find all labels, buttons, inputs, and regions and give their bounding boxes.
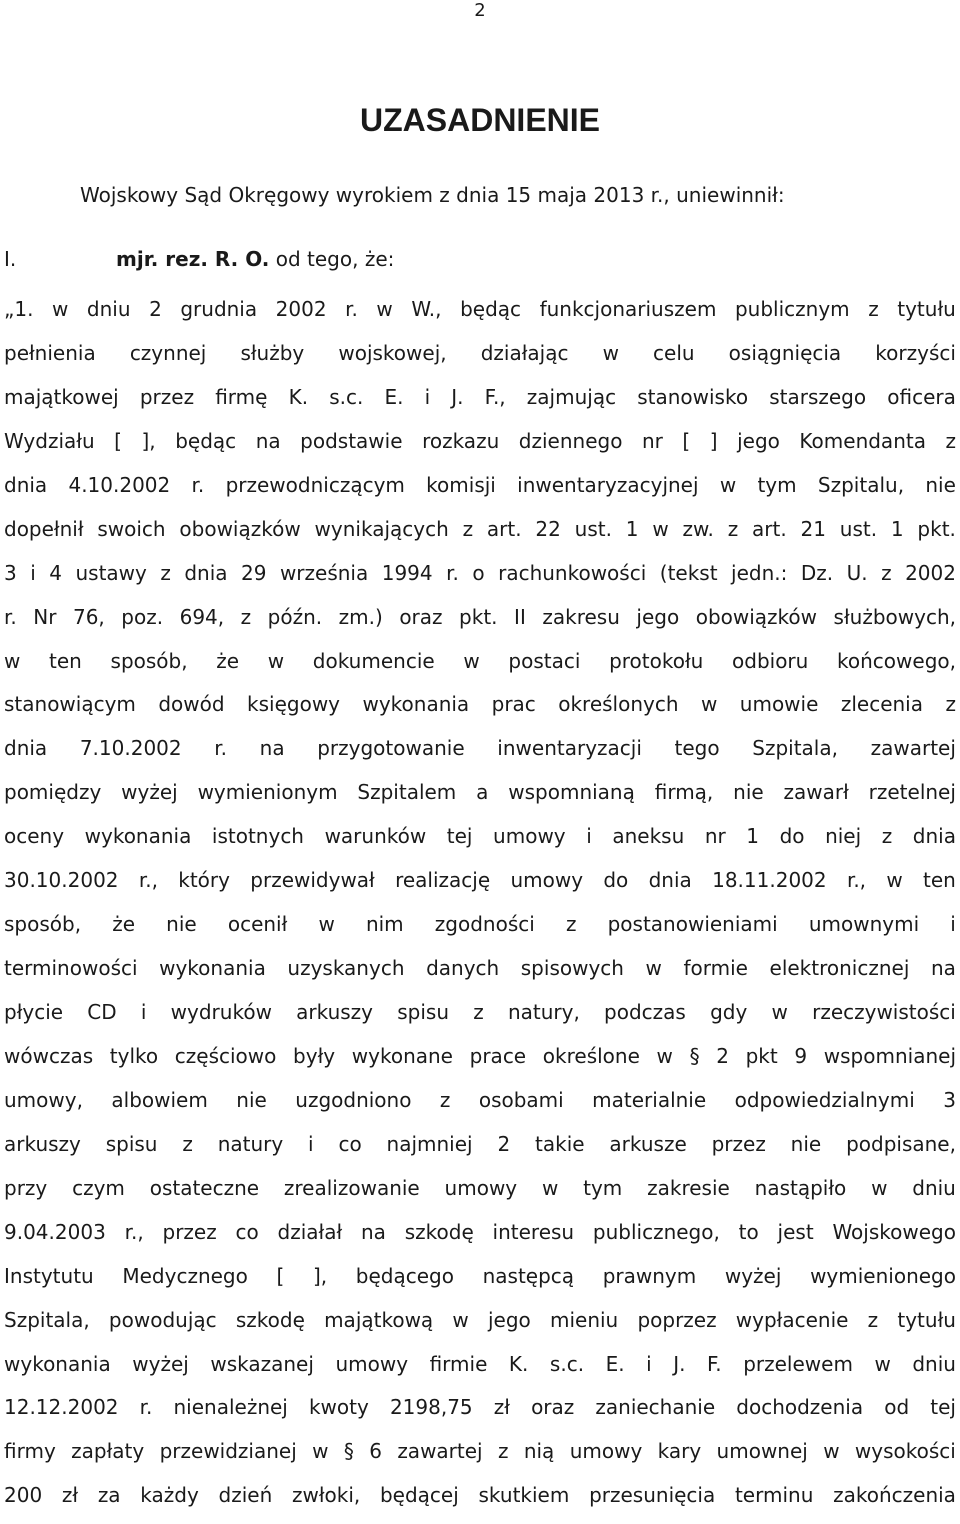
body-line: 9.04.2003 r., przez co działał na szkodę interesu publicznego, to jest Wojskowego (4, 1219, 956, 1244)
body-line: Szpitala, powodując szkodę majątkową w jego mieniu poprzez wypłacenie z tytułu (4, 1307, 956, 1332)
accused-name: mjr. rez. R. O. (116, 247, 270, 271)
body-line: wykonania wyżej wskazanej umowy firmie K. s.c. E. i J. F. przelewem w dniu (4, 1351, 956, 1376)
body-line: sposób, że nie ocenił w nim zgodności z postanowieniami umownymi i (4, 912, 956, 937)
body-line: Wydziału [ ], będąc na podstawie rozkazu dziennego nr [ ] jego Komendanta z (4, 428, 956, 453)
body-line: wówczas tylko częściowo były wykonane prace określone w § 2 pkt 9 wspomnianej (4, 1043, 956, 1068)
body-line: w ten sposób, że w dokumencie w postaci protokołu odbioru końcowego, (4, 648, 956, 673)
accused-line (4, 244, 394, 274)
body-line: umowy, albowiem nie uzgodniono z osobami materialnie odpowiedzialnymi 3 (4, 1087, 956, 1112)
document-title: UZASADNIENIE (359, 102, 600, 138)
accused-rest: od tego, że: (269, 247, 395, 271)
body-line: dnia 7.10.2002 r. na przygotowanie inwentaryzacji tego Szpitala, zawartej (4, 736, 956, 761)
body-line: „1. w dniu 2 grudnia 2002 r. w W., będąc funkcjonariuszem publicznym z tytułu (4, 297, 956, 321)
body-line: Instytutu Medycznego [ ], będącego następcą prawnym wyżej wymienionego (4, 1263, 956, 1288)
page-number: 2 (474, 0, 486, 21)
body-line: 30.10.2002 r., który przewidywał realizację umowy do dnia 18.11.2002 r., w ten (4, 868, 956, 893)
body-line: dopełnił swoich obowiązków wynikających z art. 22 ust. 1 w zw. z art. 21 ust. 1 pkt. (4, 516, 956, 541)
accused-numeral: I. (4, 247, 17, 271)
body-line: oceny wykonania istotnych warunków tej umowy i aneksu nr 1 do niej z dnia (4, 824, 956, 849)
body-line: pełnienia czynnej służby wojskowej, działając w celu osiągnięcia korzyści (4, 340, 956, 365)
intro-paragraph: Wojskowy Sąd Okręgowy wyrokiem z dnia 15 maja 2013 r., uniewinnił: (80, 183, 785, 207)
body-line: pomiędzy wyżej wymienionym Szpitalem a wspomnianą firmą, nie zawarł rzetelnej (4, 780, 956, 805)
body-line: 3 i 4 ustawy z dnia 29 września 1994 r. o rachunkowości (tekst jedn.: Dz. U. z 2002 (4, 560, 956, 585)
body-line: płycie CD i wydruków arkuszy spisu z natury, podczas gdy w rzeczywistości (4, 1000, 956, 1024)
body-line: stanowiącym dowód księgowy wykonania prac określonych w umowie zlecenia z (4, 692, 956, 717)
body-line: terminowości wykonania uzyskanych danych spisowych w formie elektronicznej na (4, 956, 956, 981)
body-line: dnia 4.10.2002 r. przewodniczącym komisji inwentaryzacyjnej w tym Szpitalu, nie (4, 472, 956, 497)
body-line: 12.12.2002 r. nienależnej kwoty 2198,75 zł oraz zaniechanie dochodzenia od tej (4, 1395, 956, 1420)
body-line: arkuszy spisu z natury i co najmniej 2 takie arkusze przez nie podpisane, (4, 1131, 956, 1156)
body-line: r. Nr 76, poz. 694, z późn. zm.) oraz pkt. II zakresu jego obowiązków służbowych, (4, 604, 956, 629)
body-line: firmy zapłaty przewidzianej w § 6 zawartej z nią umowy kary umownej w wysokości (4, 1439, 956, 1464)
body-line: przy czym ostateczne zrealizowanie umowy w tym zakresie nastąpiło w dniu (4, 1175, 956, 1200)
body-line: 200 zł za każdy dzień zwłoki, będącej skutkiem przesunięcia terminu zakończenia (4, 1483, 956, 1508)
body-paragraph (4, 294, 956, 1524)
body-line: majątkowej przez firmę K. s.c. E. i J. F., zajmując stanowisko starszego oficera (4, 384, 956, 409)
